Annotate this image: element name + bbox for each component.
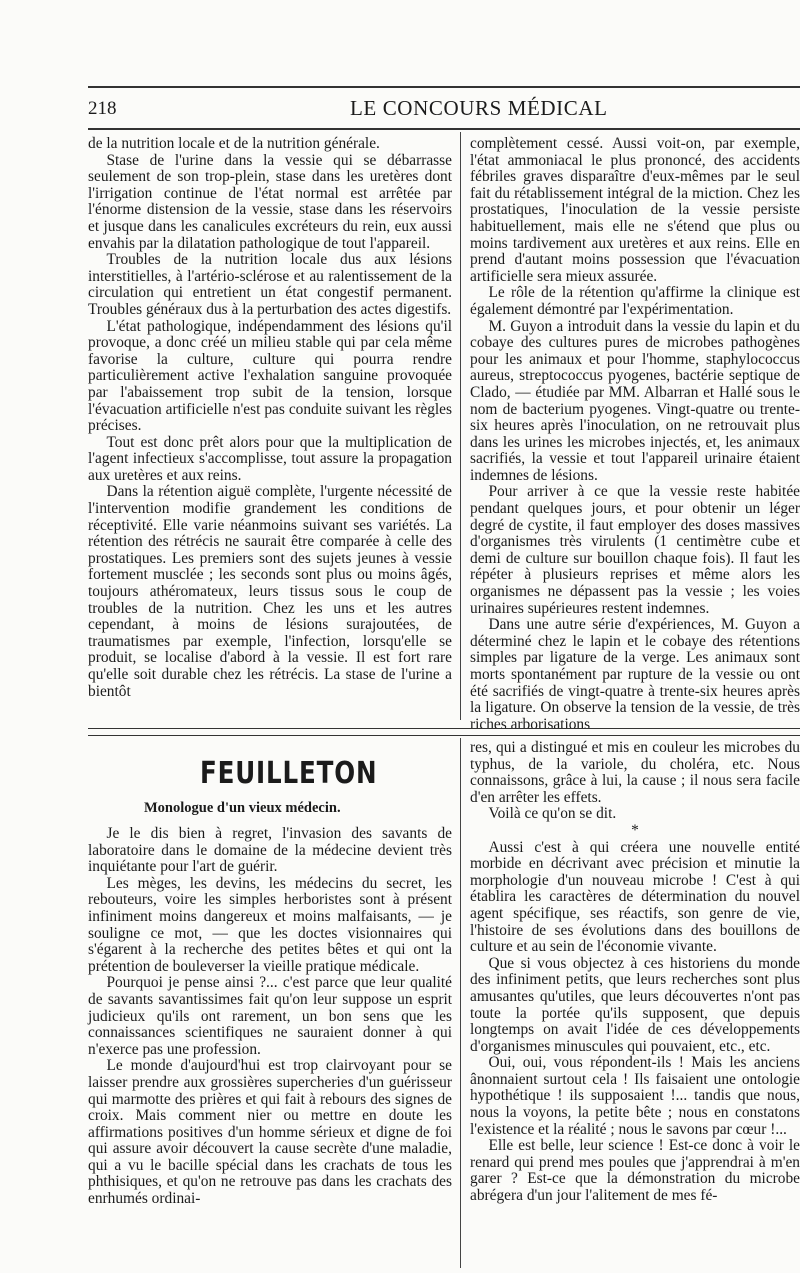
feuilleton-subtitle: Monologue d'un vieux médecin. — [144, 800, 341, 816]
top-rule — [88, 86, 800, 88]
paragraph: Voilà ce qu'on se dit. — [488, 805, 617, 823]
page-number: 218 — [88, 98, 117, 119]
paragraph: M. Guyon a introduit dans la vessie du lapin et du cobaye des cultures pures de microbes pathogènes pour les animaux et pour l'homme, staphylococcus aureus, streptococcus pyogenes, bactérie septique de Clado, — étudiée par MM. Albarran et Hallé sous le nom de bacterium pyogenes. Vingt-quatre ou trente-six heures après l'inoculation, on ne retrouvait plus dans les urines les microbes injectés, et, les animaux sacrifiés, la vessie et tout l'appareil urinaire étaient indemnes de lésions. — [470, 317, 800, 484]
paragraph: Les mèges, les devins, les médecins du secret, les rebouteurs, voire les simples herboristes sont à présent infiniment moins dangereux et moins malfaisants, — je souligne ce mot, — que les doctes visionnaires qui s'égarent à la recherche des petites bêtes et qui ont la prétention de bouleverser la vieille pratique médicale. — [88, 874, 452, 975]
paragraph: Oui, oui, vous répondent-ils ! Mais les anciens ânonnaient surtout cela ! Ils faisaient une ontologie hypothétique ! ils supposaient !... tandis que nous, nous la voyons, la petite bête ; nous en constatons l'existence et la réalité ; nous le savons par cœur !... — [470, 1054, 800, 1138]
paragraph: Pourquoi je pense ainsi ?... c'est parce que leur qualité de savants savantissimes fait qu'on leur suppose un esprit judicieux qu'ils ont rarement, un bon sens que les connaissances scientifiques ne sauraient donner à qui n'exerce pas une profession. — [88, 974, 452, 1058]
section-star: * — [631, 821, 639, 839]
left-column-top — [88, 136, 452, 718]
paragraph: de la nutrition locale et de la nutrition générale. — [88, 135, 380, 152]
paragraph: Que si vous objectez à ces historiens du monde des infiniment petits, que leurs recherches sont plus amusantes qu'utiles, que leurs découvertes n'ont pas toute la portée qu'ils supposent, que depuis longtemps on avait l'idée de ces développements d'organismes minuscules qui pouvaient, etc., etc. — [470, 954, 800, 1055]
paragraph: L'état pathologique, indépendamment des lésions qu'il provoque, a donc créé un milieu stable qui par cela même favorise la culture, culture qui pourra rendre particulièrement active l'exhalation sanguine provoquée par l'abaissement trop subit de la tension, lorsque l'évacuation artificielle n'est pas conduite suivant les règles précises. — [88, 317, 452, 435]
column-divider-bottom — [460, 738, 461, 1268]
header-rule — [88, 128, 800, 130]
paragraph: Le monde d'aujourd'hui est trop clairvoyant pour se laisser prendre aux grossières supercheries d'un guérisseur qui marmotte des prières et qui fait à rebours des signes de croix. Mais comment nier ou mettre en doute les affirmations positives d'un homme sérieux et digne de foi qui assure avoir découvert la cause secrète d'une maladie, qui a vu le bacille spécial dans les crachats de tous les phthisiques, et qu'on ne retrouve pas dans les crachats des enrhumés ordinai- — [88, 1057, 452, 1208]
paragraph: Tout est donc prêt alors pour que la multiplication de l'agent infectieux s'accomplisse, tout assure la propagation aux uretères et aux reins. — [88, 433, 452, 484]
paragraph: Troubles de la nutrition locale dus aux lésions interstitielles, à l'artério-sclérose et au ralentissement de la circulation qui entretient un état congestif permanent. Troubles généraux dus à la perturbation des actes digestifs. — [88, 251, 452, 318]
paragraph: complètement cessé. Aussi voit-on, par exemple, l'état ammoniacal le plus prononcé, des accidents fébriles graves disparaître d'eux-mêmes par le seul fait du rétablissement intégral de la miction. Chez les prostatiques, l'inoculation de la vessie persiste habituellement, mais elle ne s'étend que plus ou moins tardivement aux uretères et aux reins. Elle en prend d'autant moins possession que l'évacuation artificielle sera mieux assurée. — [470, 135, 800, 285]
page-header — [88, 92, 800, 126]
paragraph: Stase de l'urine dans la vessie qui se débarrasse seulement de son trop-plein, stase dans les uretères dont l'irrigation continue de l'état normal est arrêtée par l'énorme distension de la vessie, stase dans les réservoirs et jusque dans les canalicules excréteurs du rein, eux aussi envahis par la dilatation pathologique de tout l'appareil. — [88, 151, 452, 252]
paragraph: Aussi c'est à qui créera une nouvelle entité morbide en décrivant avec précision et minutie la morphologie d'un nouveau microbe ! C'est à qui établira les caractères de détermination du nouvel agent spécifique, ses réactifs, son genre de vie, l'histoire de ses évolutions dans des bouillons de culture et au sein de l'économie vivante. — [470, 838, 800, 956]
paragraph: Pour arriver à ce que la vessie reste habitée pendant quelques jours, et pour obtenir un léger degré de cystite, il faut employer des doses massives d'organismes très virulents (1 centimètre cube et demi de culture sur bouillon chaque fois). Il faut les répéter à plusieurs reprises et même alors les organismes ne dépassent pas la vessie ; les voies urinaires supérieures restent indemnes. — [470, 483, 800, 617]
paragraph: Le rôle de la rétention qu'affirme la clinique est également démontré par l'expérimentation. — [470, 284, 800, 318]
paragraph: Dans la rétention aiguë complète, l'urgente nécessité de l'intervention modifie grandement les conditions de réceptivité. Elle varie néanmoins suivant ses variétés. La rétention des rétrécis ne saurait être comparée à celle des prostatiques. Les premiers sont des sujets jeunes à vessie fortement musclée ; les seconds sont plus ou moins âgés, toujours athéromateux, leurs tissus sous le coup de troubles de la nutrition. Chez les uns et les autres cependant, à moins de lésions surajoutées, de traumatismes par exemple, l'infection, lorsqu'elle se produit, se localise d'abord à la vessie. Il est fort rare qu'elle soit durable chez les rétrécis. La stase de l'urine a bientôt — [88, 483, 452, 700]
right-column-bottom — [470, 740, 800, 1270]
paragraph: Je le dis bien à regret, l'invasion des savants de laboratoire dans le domaine de la médecine devient très inquiétante pour l'art de guérir. — [88, 825, 452, 876]
paragraph: Dans une autre série d'expériences, M. Guyon a déterminé chez le lapin et le cobaye des rétentions simples par ligature de la verge. Les animaux sont morts spontanément par rupture de la vessie ou ont été sacrifiés de vingt-quatre à trente-six heures après la ligature. On observe la tension de la vessie, de très riches arborisations — [470, 616, 800, 733]
paragraph: res, qui a distingué et mis en couleur les microbes du typhus, de la variole, du choléra, etc. Nous connaissons, grâce à lui, la cause ; il nous sera facile d'en arrêter les effets. — [470, 739, 800, 806]
journal-title: LE CONCOURS MÉDICAL — [350, 96, 608, 120]
section-separator — [88, 728, 800, 736]
feuilleton-heading: FEUILLETON — [200, 756, 378, 791]
left-column-bottom — [88, 826, 452, 1271]
right-column-top — [470, 135, 800, 733]
column-divider — [460, 132, 461, 720]
paragraph: Elle est belle, leur science ! Est-ce donc à voir le renard qui prend mes poules que j'apprendrai à m'en garer ? Est-ce que la démonstration du microbe abrégera d'un jour l'alitement de mes fé- — [470, 1137, 800, 1205]
